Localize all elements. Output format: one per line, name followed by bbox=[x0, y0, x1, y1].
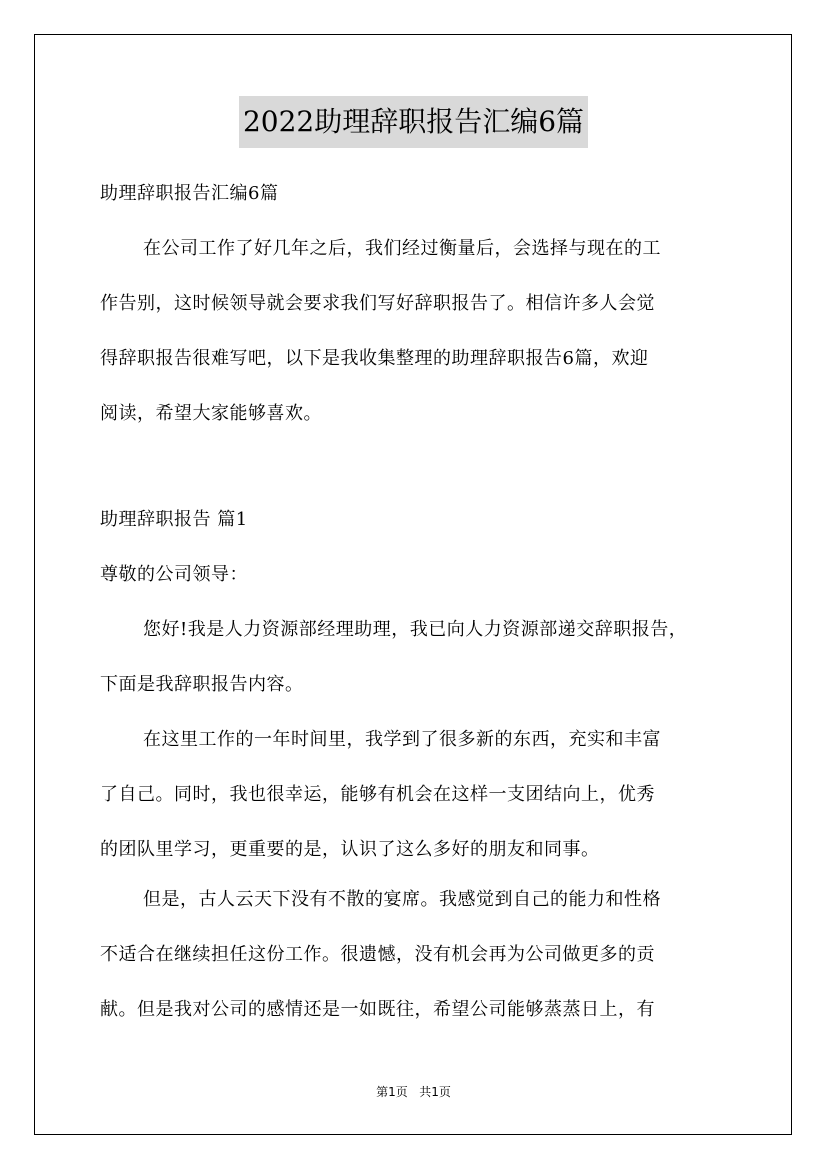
page-number: 第1页 bbox=[376, 1085, 408, 1099]
section-heading: 助理辞职报告 篇1 bbox=[100, 509, 248, 530]
paragraph-line: 在公司工作了好几年之后，我们经过衡量后，会选择与现在的工 bbox=[143, 238, 661, 259]
page-footer bbox=[0, 1083, 827, 1101]
paragraph-line: 的团队里学习，更重要的是，认识了这么多好的朋友和同事。 bbox=[100, 839, 600, 860]
subtitle: 助理辞职报告汇编6篇 bbox=[100, 183, 279, 204]
page-total: 共1页 bbox=[419, 1085, 451, 1099]
paragraph-line: 下面是我辞职报告内容。 bbox=[100, 674, 304, 695]
paragraph-line: 献。但是我对公司的感情还是一如既往，希望公司能够蒸蒸日上，有 bbox=[100, 999, 655, 1020]
document-title: 2022助理辞职报告汇编6篇 bbox=[239, 96, 588, 148]
paragraph-line: 但是，古人云天下没有不散的宴席。我感觉到自己的能力和性格 bbox=[143, 889, 661, 910]
paragraph-line: 了自己。同时，我也很幸运，能够有机会在这样一支团结向上，优秀 bbox=[100, 784, 655, 805]
paragraph-line: 不适合在继续担任这份工作。很遗憾，没有机会再为公司做更多的贡 bbox=[100, 944, 655, 965]
salutation: 尊敬的公司领导： bbox=[100, 564, 248, 585]
paragraph-line: 作告别，这时候领导就会要求我们写好辞职报告了。相信许多人会觉 bbox=[100, 293, 655, 314]
title-container bbox=[0, 96, 827, 148]
paragraph-line: 您好!我是人力资源部经理助理，我已向人力资源部递交辞职报告， bbox=[143, 619, 688, 640]
paragraph-line: 阅读，希望大家能够喜欢。 bbox=[100, 403, 322, 424]
paragraph-line: 在这里工作的一年时间里，我学到了很多新的东西，充实和丰富 bbox=[143, 729, 661, 750]
paragraph-line: 得辞职报告很难写吧，以下是我收集整理的助理辞职报告6篇，欢迎 bbox=[100, 348, 649, 369]
